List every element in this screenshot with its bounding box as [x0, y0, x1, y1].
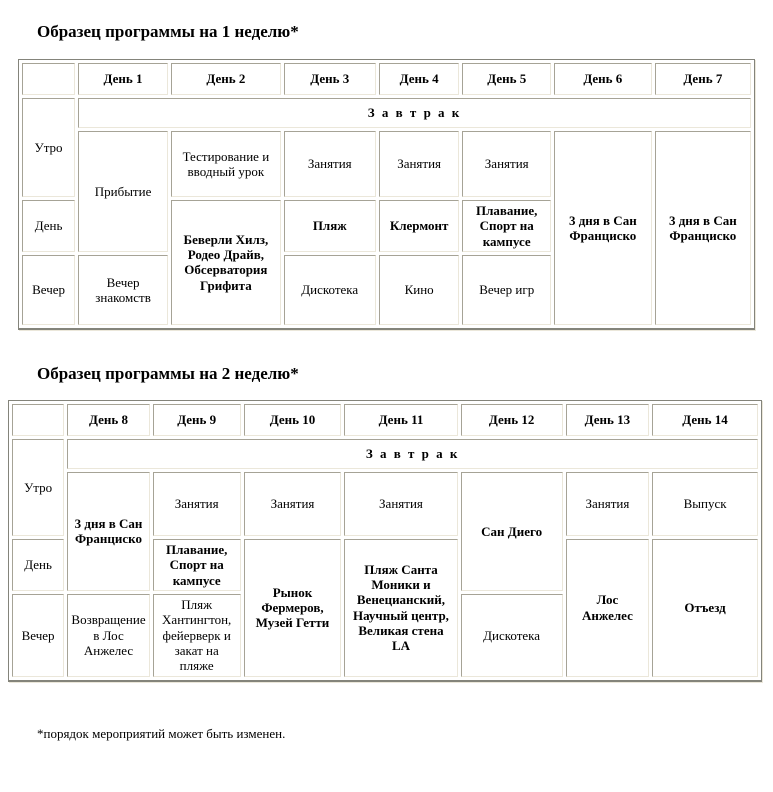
cell-d13-los-angeles: Лос Анжелес [566, 539, 649, 677]
cell-d9-evening: Пляж Хантингтон, фейерверк и закат на пляже [153, 594, 241, 677]
week2-title: Образец программы на 2 неделю* [37, 363, 299, 383]
week2-header-row [12, 404, 758, 436]
cell-d12-evening: Дискотека [461, 594, 563, 677]
cell-d2-excursion: Беверли Хилз, Родео Драйв, Обсерватория Грифита [171, 200, 281, 325]
cell-d4-evening: Кино [379, 255, 460, 325]
row-label-evening: Вечер [22, 255, 75, 325]
week1-breakfast-row [22, 98, 751, 128]
day-header: День 5 [462, 63, 551, 95]
day-header: День 8 [67, 404, 150, 436]
cell-d9-day: Плавание, Спорт на кампусе [153, 539, 241, 591]
cell-d10-excursion: Рынок Фермеров, Музей Гетти [244, 539, 342, 677]
cell-d13-morning: Занятия [566, 472, 649, 536]
cell-d3-morning: Занятия [284, 131, 376, 197]
day-header: День 1 [78, 63, 168, 95]
cell-d14-departure: Отъезд [652, 539, 758, 677]
cell-d5-day: Плавание, Спорт на кампусе [462, 200, 551, 252]
cell-d11-morning: Занятия [344, 472, 457, 536]
week2-morning-row [12, 472, 758, 536]
cell-d2-morning: Тестирование и вводный урок [171, 131, 281, 197]
week1-morning-row [22, 131, 751, 197]
cell-d10-morning: Занятия [244, 472, 342, 536]
cell-d14-morning: Выпуск [652, 472, 758, 536]
day-header: День 13 [566, 404, 649, 436]
day-header: День 10 [244, 404, 342, 436]
week2-schedule-table [8, 400, 762, 682]
cell-d6-san-francisco: 3 дня в Сан Франциско [554, 131, 652, 325]
row-label-morning: Утро [12, 439, 64, 536]
cell-d9-morning: Занятия [153, 472, 241, 536]
corner-cell [22, 63, 75, 95]
cell-d1-evening: Вечер знакомств [78, 255, 168, 325]
cell-d7-san-francisco: 3 дня в Сан Франциско [655, 131, 751, 325]
week1-schedule-table [18, 59, 755, 330]
row-label-morning: Утро [22, 98, 75, 197]
day-header: День 9 [153, 404, 241, 436]
cell-d3-day: Пляж [284, 200, 376, 252]
corner-cell [12, 404, 64, 436]
footnote: *порядок мероприятий может быть изменен. [37, 725, 286, 741]
day-header: День 11 [344, 404, 457, 436]
day-header: День 4 [379, 63, 460, 95]
cell-d8-evening: Возвращение в Лос Анжелес [67, 594, 150, 677]
day-header: День 3 [284, 63, 376, 95]
day-header: День 12 [461, 404, 563, 436]
cell-d4-morning: Занятия [379, 131, 460, 197]
cell-d8-san-francisco: 3 дня в Сан Франциско [67, 472, 150, 591]
cell-d11-excursion: Пляж Санта Моники и Венецианский, Научный центр, Великая стена LA [344, 539, 457, 677]
week1-header-row [22, 63, 751, 95]
day-header: День 14 [652, 404, 758, 436]
cell-d1-arrival: Прибытие [78, 131, 168, 252]
cell-d4-day: Клермонт [379, 200, 460, 252]
row-label-evening: Вечер [12, 594, 64, 677]
cell-d5-morning: Занятия [462, 131, 551, 197]
cell-d12-san-diego: Сан Диего [461, 472, 563, 591]
cell-d3-evening: Дискотека [284, 255, 376, 325]
day-header: День 6 [554, 63, 652, 95]
breakfast-cell: З а в т р а к [67, 439, 758, 469]
week2-breakfast-row [12, 439, 758, 469]
day-header: День 2 [171, 63, 281, 95]
day-header: День 7 [655, 63, 751, 95]
row-label-day: День [12, 539, 64, 591]
cell-d5-evening: Вечер игр [462, 255, 551, 325]
breakfast-cell: З а в т р а к [78, 98, 751, 128]
row-label-day: День [22, 200, 75, 252]
week1-title: Образец программы на 1 неделю* [37, 22, 299, 41]
